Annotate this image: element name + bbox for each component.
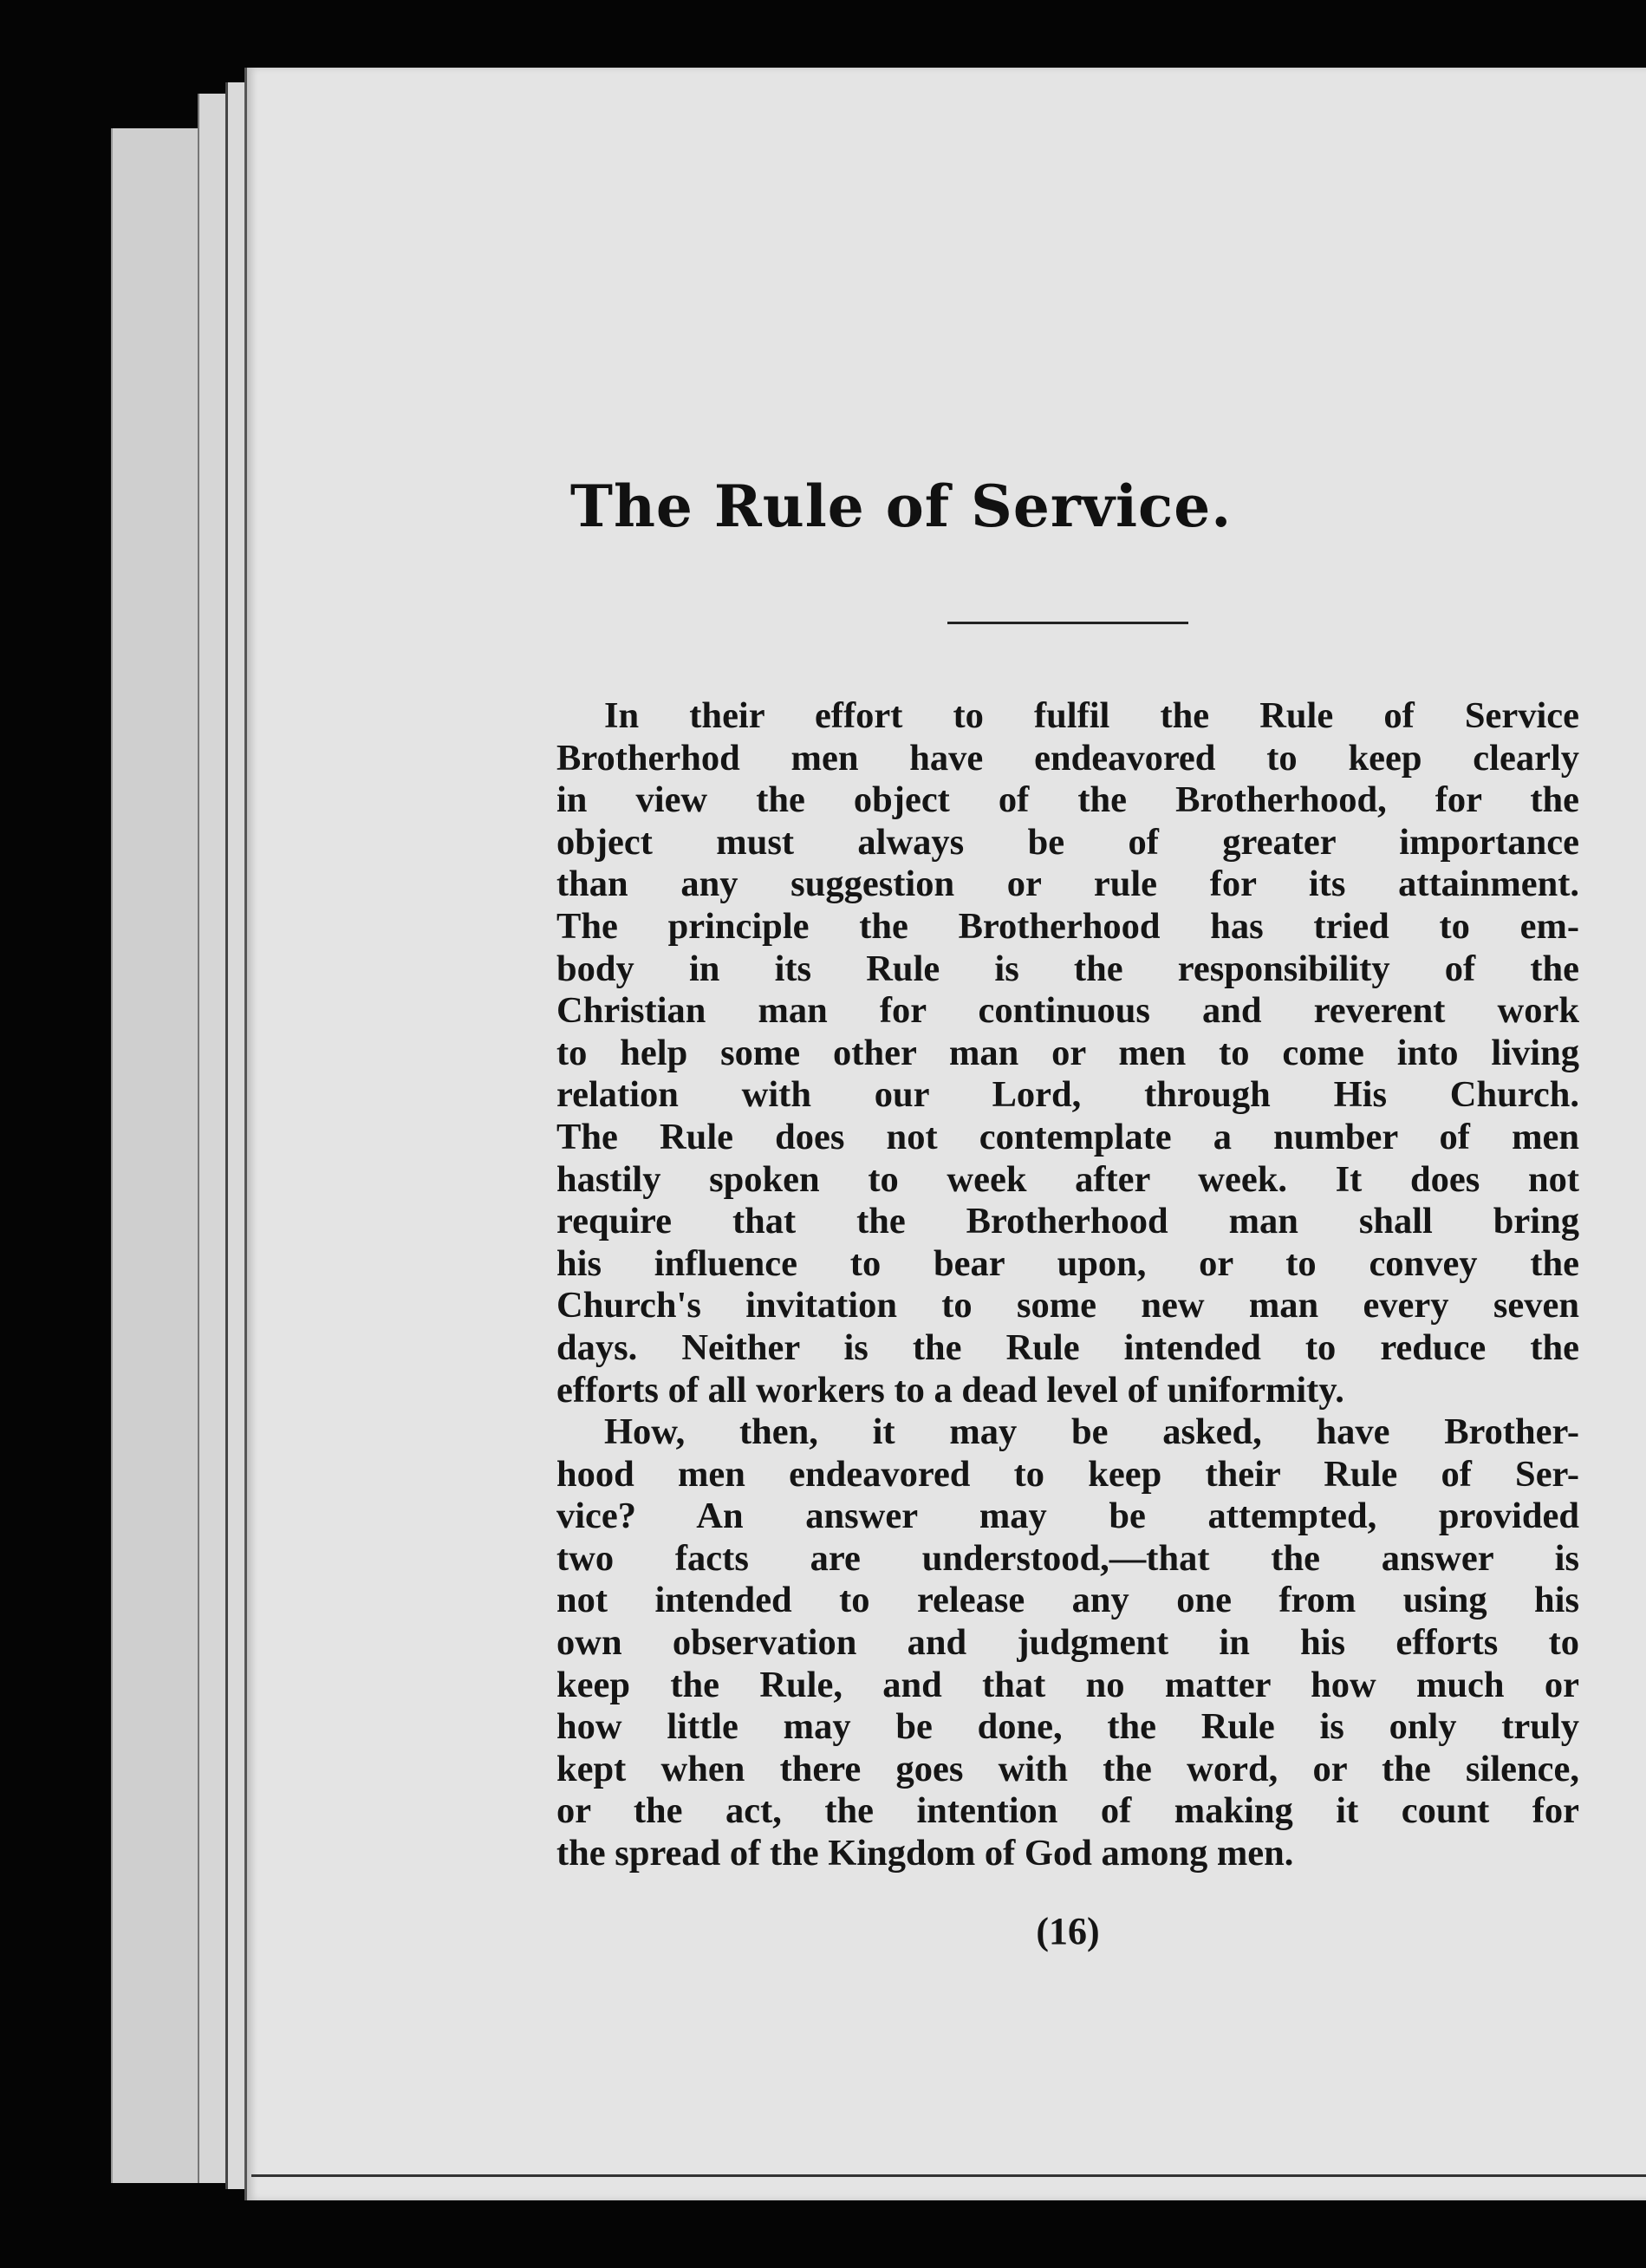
text-line: days. Neither is the Rule intended to reduce the [556,1326,1579,1368]
page-bottom-edge [251,2174,1646,2177]
text-line: The principle the Brotherhood has tried to em- [556,905,1579,947]
page-title: The Rule of Service. [569,472,1233,540]
text-line: two facts are understood,—that the answer is [556,1537,1579,1579]
text-line: his influence to bear upon, or to convey the [556,1242,1579,1284]
text-line: the spread of the Kingdom of God among men. [556,1833,1294,1874]
text-line: not intended to release any one from using his [556,1580,1579,1621]
text-line: body in its Rule is the responsibility of the [556,948,1579,989]
text-line: Brotherhod men have endeavored to keep clearly [556,737,1579,779]
text-line: how little may be done, the Rule is only truly [556,1706,1579,1748]
text-line: How, then, it may be asked, have Brother- [604,1411,1579,1453]
text-line: In their effort to fulfil the Rule of Service [604,695,1579,736]
text-line: vice? An answer may be attempted, provided [556,1496,1579,1537]
title-divider [947,622,1188,624]
text-line: to help some other man or men to come into living [556,1032,1579,1073]
text-line: require that the Brotherhood man shall bring [556,1201,1579,1242]
text-line: or the act, the intention of making it count for [556,1790,1579,1832]
text-line: efforts of all workers to a dead level of uniformity. [556,1369,1344,1411]
page-number: (16) [1036,1910,1100,1952]
text-line: than any suggestion or rule for its attainment. [556,864,1579,905]
text-line: hastily spoken to week after week. It does not [556,1158,1579,1200]
text-line: kept when there goes with the word, or the silence, [556,1748,1579,1789]
text-line: object must always be of greater importance [556,821,1579,863]
body-text [556,695,1579,1875]
text-line: in view the object of the Brotherhood, for the [556,779,1579,821]
text-line: own observation and judgment in his efforts to [556,1622,1579,1664]
text-line: Christian man for continuous and reverent work [556,990,1579,1032]
text-line: relation with our Lord, through His Church. [556,1074,1579,1116]
text-line: Church's invitation to some new man every seven [556,1285,1579,1326]
text-line: hood men endeavored to keep their Rule of Ser- [556,1453,1579,1495]
text-line: keep the Rule, and that no matter how much or [556,1664,1579,1705]
text-line: The Rule does not contemplate a number of men [556,1116,1579,1157]
